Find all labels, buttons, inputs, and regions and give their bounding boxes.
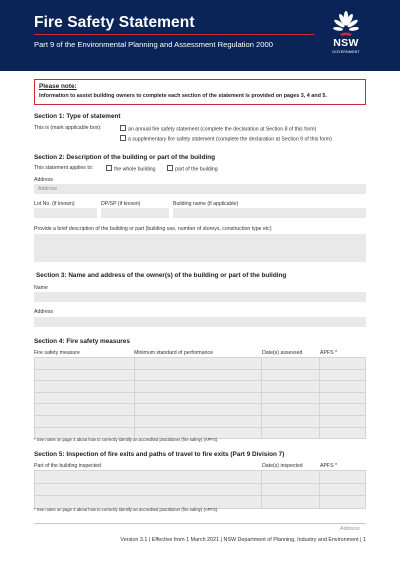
part-cell[interactable] xyxy=(35,483,262,496)
apfs-cell[interactable] xyxy=(320,381,366,393)
whole-building-option[interactable] xyxy=(106,165,156,173)
note-box xyxy=(34,79,366,105)
table-row xyxy=(35,369,366,381)
section-5-footnote: * See notes on page 4 about how to correctly identify an accredited practitioner (fire safety) (APFS). xyxy=(34,507,219,512)
table-row xyxy=(35,381,366,393)
section-4-footnote: * See notes on page 4 about how to correctly identify an accredited practitioner (fire safety) (APFS). xyxy=(34,437,219,442)
standard-cell[interactable] xyxy=(134,369,262,381)
minimum-standard-header: Minimum standard of performance xyxy=(134,350,213,356)
section-2-title: Section 2: Description of the building or part of the building xyxy=(34,154,216,161)
measure-cell[interactable] xyxy=(35,381,135,393)
apfs-header: APFS * xyxy=(320,463,338,469)
nsw-government-logo xyxy=(323,10,369,62)
owner-name-label: Name xyxy=(34,285,48,291)
annual-statement-option[interactable] xyxy=(120,125,316,133)
section-4-title: Section 4: Fire safety measures xyxy=(34,338,130,345)
date-inspected-header: Date(s) inspected xyxy=(262,463,303,469)
applies-to-label: This statement applies to: xyxy=(34,165,94,171)
apfs-cell[interactable] xyxy=(320,496,366,509)
annual-statement-label: an annual fire safety statement (complete the declaration at Section 8 of this form) xyxy=(128,126,317,133)
apfs-cell[interactable] xyxy=(320,415,366,427)
date-cell[interactable] xyxy=(262,415,320,427)
date-cell[interactable] xyxy=(262,471,320,484)
section-1-title: Section 1: Type of statement xyxy=(34,113,121,120)
building-description-label: Provide a brief description of the building or part (building use, number of storeys, construction type etc) xyxy=(34,226,272,232)
date-cell[interactable] xyxy=(262,483,320,496)
waratah-icon xyxy=(323,10,369,38)
owner-name-field[interactable] xyxy=(34,292,366,302)
date-cell[interactable] xyxy=(262,392,320,404)
table-row xyxy=(35,471,366,484)
building-address-field[interactable] xyxy=(34,184,366,194)
document-subtitle: Part 9 of the Environmental Planning and Assessment Regulation 2000 xyxy=(34,40,273,49)
whole-building-checkbox[interactable] xyxy=(106,165,112,171)
section-3-title: Section 3: Name and address of the owner(s) of the building or part of the building xyxy=(36,272,287,279)
building-address-placeholder: Address xyxy=(38,186,58,192)
document-title: Fire Safety Statement xyxy=(34,14,195,31)
owner-address-field[interactable] xyxy=(34,317,366,327)
measure-cell[interactable] xyxy=(35,358,135,370)
lot-number-field[interactable] xyxy=(34,208,97,218)
date-cell[interactable] xyxy=(262,427,320,439)
standard-cell[interactable] xyxy=(134,381,262,393)
footer-divider xyxy=(34,523,366,524)
supplementary-statement-label: a supplementary fire safety statement (complete the declaration at Section 9 of this form) xyxy=(128,136,332,143)
section-5-title: Section 5: Inspection of fire exits and paths of travel to fire exits (Part 9 Division 7) xyxy=(34,451,285,458)
part-inspected-header: Part of the building inspected xyxy=(34,463,101,469)
apfs-cell[interactable] xyxy=(320,427,366,439)
date-cell[interactable] xyxy=(262,369,320,381)
apfs-header: APFS * xyxy=(320,350,338,356)
table-row xyxy=(35,415,366,427)
building-name-field[interactable] xyxy=(173,208,366,218)
fire-safety-measures-table xyxy=(34,357,366,439)
measure-cell[interactable] xyxy=(35,392,135,404)
table-row xyxy=(35,404,366,416)
date-cell[interactable] xyxy=(262,358,320,370)
measure-cell[interactable] xyxy=(35,404,135,416)
date-cell[interactable] xyxy=(262,404,320,416)
footer-address: Address xyxy=(340,526,360,532)
footer-version-text: Version 3.1 | Effective from 1 March 2021 | NSW Department of Planning, Industry and Environment | 1 xyxy=(120,537,366,543)
apfs-cell[interactable] xyxy=(320,392,366,404)
part-building-checkbox[interactable] xyxy=(167,165,173,171)
logo-government-text: GOVERNMENT xyxy=(332,50,360,54)
apfs-cell[interactable] xyxy=(320,358,366,370)
fire-safety-measure-header: Fire safety measure xyxy=(34,350,80,356)
header-banner xyxy=(0,0,400,71)
date-cell[interactable] xyxy=(262,381,320,393)
apfs-cell[interactable] xyxy=(320,369,366,381)
logo-nsw-text: NSW xyxy=(333,37,359,49)
dp-sp-label: DP/SP (if known) xyxy=(101,201,141,207)
measure-cell[interactable] xyxy=(35,415,135,427)
annual-statement-checkbox[interactable] xyxy=(120,125,126,131)
standard-cell[interactable] xyxy=(134,404,262,416)
supplementary-statement-option[interactable] xyxy=(120,135,332,143)
standard-cell[interactable] xyxy=(134,415,262,427)
building-description-field[interactable] xyxy=(34,234,366,262)
part-building-label: part of the building xyxy=(175,166,218,173)
statement-type-prompt: This is (mark applicable box): xyxy=(34,125,102,131)
lot-number-label: Lot No. (if known) xyxy=(34,201,75,207)
whole-building-label: the whole building xyxy=(114,166,156,173)
standard-cell[interactable] xyxy=(134,358,262,370)
inspection-table xyxy=(34,470,366,509)
title-underline xyxy=(34,34,314,35)
apfs-cell[interactable] xyxy=(320,483,366,496)
date-cell[interactable] xyxy=(262,496,320,509)
building-name-label: Building name (if applicable) xyxy=(173,201,239,207)
table-row xyxy=(35,392,366,404)
date-assessed-header: Date(s) assessed xyxy=(262,350,303,356)
note-heading: Please note: xyxy=(39,83,77,90)
table-row xyxy=(35,483,366,496)
owner-address-label: Address xyxy=(34,309,54,315)
part-building-option[interactable] xyxy=(167,165,218,173)
supplementary-statement-checkbox[interactable] xyxy=(120,135,126,141)
table-row xyxy=(35,358,366,370)
note-text: Information to assist building owners to complete each section of the statement is provided on pages 3, 4 and 5. xyxy=(39,93,327,99)
dp-sp-field[interactable] xyxy=(101,208,169,218)
part-cell[interactable] xyxy=(35,471,262,484)
building-address-label: Address xyxy=(34,177,54,183)
measure-cell[interactable] xyxy=(35,369,135,381)
apfs-cell[interactable] xyxy=(320,404,366,416)
apfs-cell[interactable] xyxy=(320,471,366,484)
standard-cell[interactable] xyxy=(134,392,262,404)
